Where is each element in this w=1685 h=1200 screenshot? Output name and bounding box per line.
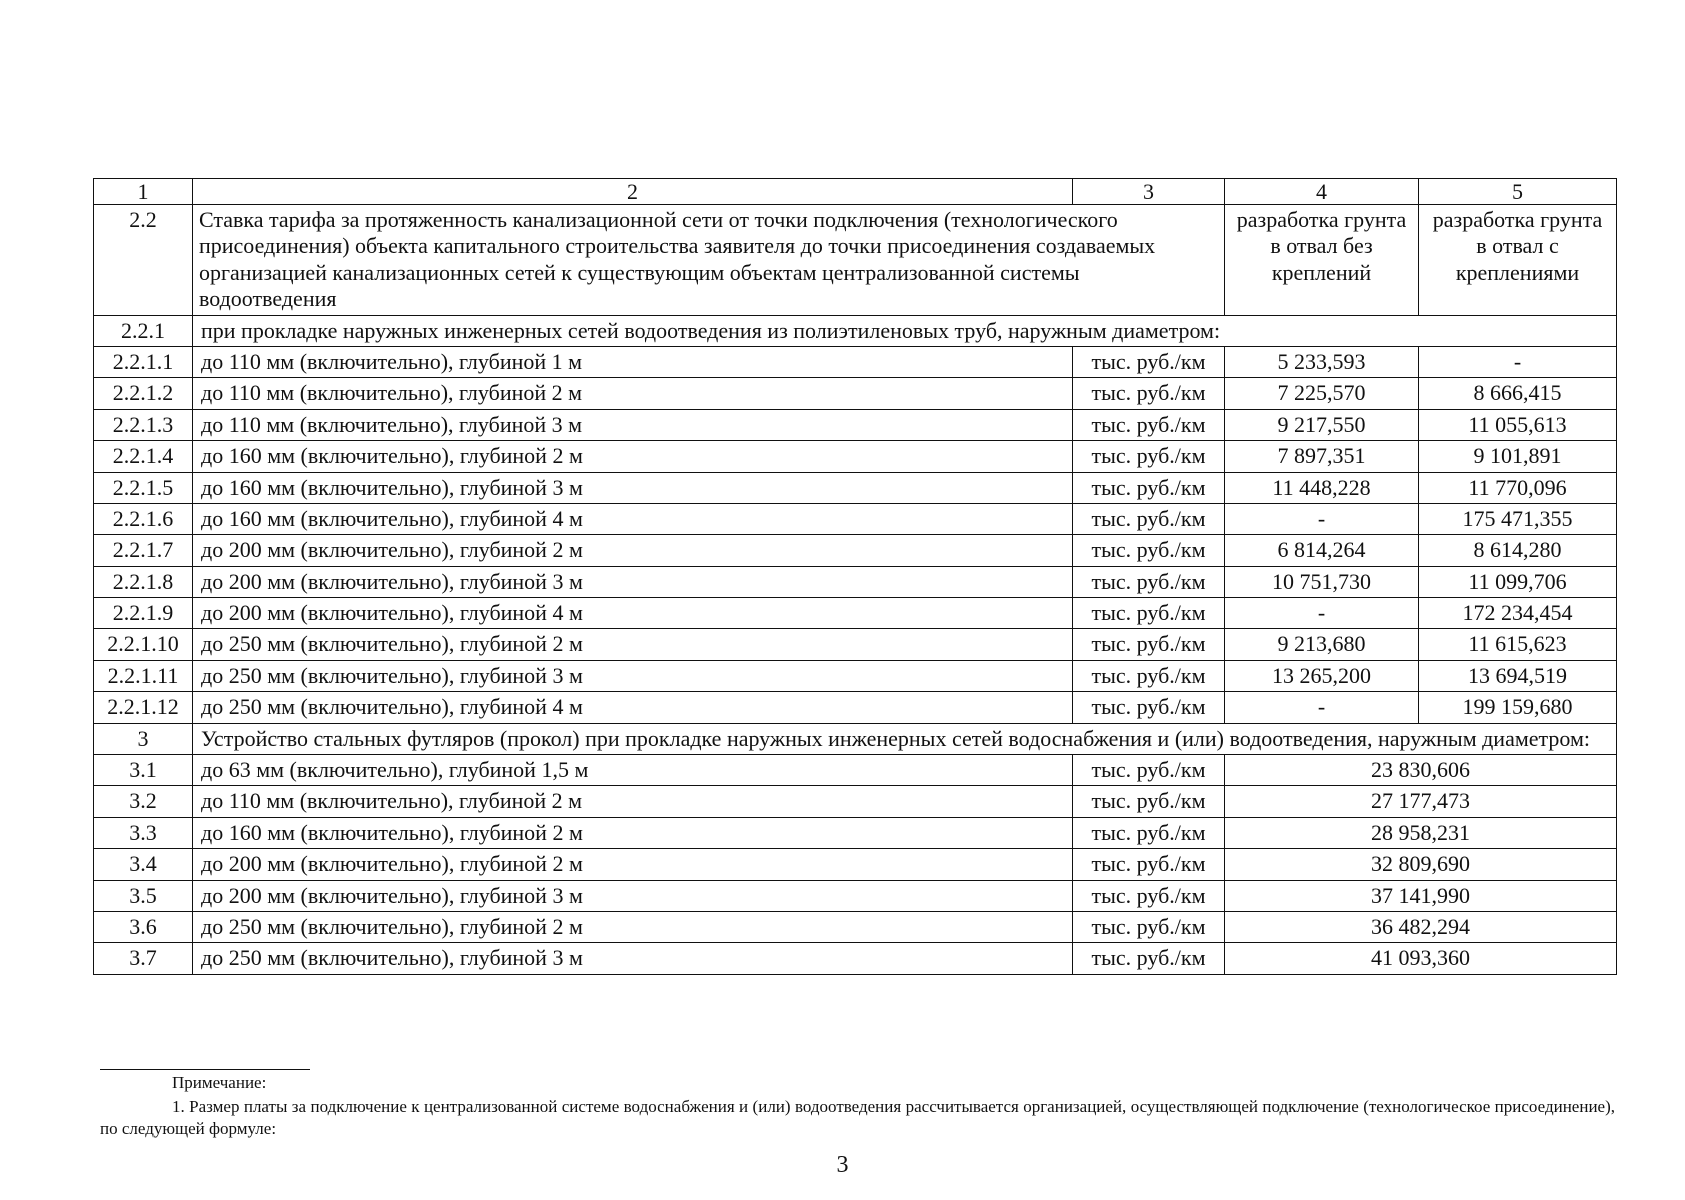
row-unit: тыс. руб./км	[1073, 598, 1225, 629]
row-unit: тыс. руб./км	[1073, 535, 1225, 566]
subsection-title: при прокладке наружных инженерных сетей водоотведения из полиэтиленовых труб, наружным диаметром:	[193, 315, 1617, 346]
row-name: до 200 мм (включительно), глубиной 2 м	[193, 849, 1073, 880]
table-row	[94, 598, 1617, 629]
row-name: до 110 мм (включительно), глубиной 2 м	[193, 786, 1073, 817]
column-number-3: 3	[1073, 179, 1225, 205]
row-name: до 110 мм (включительно), глубиной 2 м	[193, 378, 1073, 409]
row-number: 2.2.1.7	[94, 535, 193, 566]
note-title: Примечание:	[172, 1073, 267, 1092]
table-row	[94, 817, 1617, 848]
section-title: Устройство стальных футляров (прокол) при прокладке наружных инженерных сетей водоснабжения и (или) водоотведения, наружным диаметром:	[193, 723, 1617, 754]
row-unit: тыс. руб./км	[1073, 849, 1225, 880]
table-row	[94, 880, 1617, 911]
row-number: 2.2.1.12	[94, 692, 193, 723]
row-name: до 160 мм (включительно), глубиной 2 м	[193, 817, 1073, 848]
row-unit: тыс. руб./км	[1073, 692, 1225, 723]
row-name: до 250 мм (включительно), глубиной 3 м	[193, 943, 1073, 974]
row-number: 2.2.1.4	[94, 441, 193, 472]
table-row	[94, 692, 1617, 723]
value-without-supports: 10 751,730	[1225, 566, 1419, 597]
value-with-supports: 11 055,613	[1419, 409, 1617, 440]
section-number: 3	[94, 723, 193, 754]
value-without-supports: -	[1225, 503, 1419, 534]
section-title: Ставка тарифа за протяженность канализационной сети от точки подключения (технологического присоединения) объекта капитального строительства заявителя до точки присоединения создаваемых организацией канализационных сетей к существующим объектам централизованной системы водоотведения	[193, 205, 1225, 316]
table-row	[94, 472, 1617, 503]
rows-3	[94, 755, 1617, 975]
row-name: до 200 мм (включительно), глубиной 3 м	[193, 566, 1073, 597]
value-with-supports: 175 471,355	[1419, 503, 1617, 534]
row-value: 36 482,294	[1225, 911, 1617, 942]
value-with-supports: 11 770,096	[1419, 472, 1617, 503]
tariff-table	[93, 178, 1617, 975]
row-name: до 160 мм (включительно), глубиной 4 м	[193, 503, 1073, 534]
value-with-supports: 8 614,280	[1419, 535, 1617, 566]
footnote-divider	[100, 1069, 310, 1070]
table-row	[94, 849, 1617, 880]
row-number: 2.2.1.5	[94, 472, 193, 503]
row-name: до 250 мм (включительно), глубиной 2 м	[193, 629, 1073, 660]
value-without-supports: -	[1225, 692, 1419, 723]
row-number: 2.2.1.11	[94, 660, 193, 691]
value-with-supports: 9 101,891	[1419, 441, 1617, 472]
note-text: 1. Размер платы за подключение к централизованной системе водоснабжения и (или) водоотведения рассчитывается организацией, осуществляющей подключение (технологическое присоединение), по следующей формуле:	[100, 1097, 1615, 1139]
table-row	[94, 441, 1617, 472]
row-unit: тыс. руб./км	[1073, 566, 1225, 597]
row-unit: тыс. руб./км	[1073, 346, 1225, 377]
row-name: до 110 мм (включительно), глубиной 3 м	[193, 409, 1073, 440]
column-number-2: 2	[193, 179, 1073, 205]
row-number: 2.2.1.10	[94, 629, 193, 660]
section-number: 2.2	[94, 205, 193, 316]
value-without-supports: 7 225,570	[1225, 378, 1419, 409]
table-row	[94, 629, 1617, 660]
row-unit: тыс. руб./км	[1073, 629, 1225, 660]
row-value: 41 093,360	[1225, 943, 1617, 974]
row-unit: тыс. руб./км	[1073, 441, 1225, 472]
row-name: до 250 мм (включительно), глубиной 2 м	[193, 911, 1073, 942]
column-5-caption: разработка грунта в отвал с креплениями	[1419, 205, 1617, 316]
row-name: до 200 мм (включительно), глубиной 2 м	[193, 535, 1073, 566]
row-value: 23 830,606	[1225, 755, 1617, 786]
row-number: 2.2.1.1	[94, 346, 193, 377]
row-number: 3.6	[94, 911, 193, 942]
row-value: 28 958,231	[1225, 817, 1617, 848]
row-name: до 63 мм (включительно), глубиной 1,5 м	[193, 755, 1073, 786]
row-name: до 200 мм (включительно), глубиной 4 м	[193, 598, 1073, 629]
value-without-supports: 9 217,550	[1225, 409, 1419, 440]
table-row	[94, 409, 1617, 440]
value-with-supports: 13 694,519	[1419, 660, 1617, 691]
column-number-5: 5	[1419, 179, 1617, 205]
table-row	[94, 755, 1617, 786]
row-unit: тыс. руб./км	[1073, 503, 1225, 534]
subsection-number: 2.2.1	[94, 315, 193, 346]
table-row	[94, 566, 1617, 597]
row-unit: тыс. руб./км	[1073, 660, 1225, 691]
row-name: до 250 мм (включительно), глубиной 4 м	[193, 692, 1073, 723]
section-2-2-row	[94, 205, 1617, 316]
value-without-supports: 7 897,351	[1225, 441, 1419, 472]
row-number: 2.2.1.3	[94, 409, 193, 440]
value-with-supports: -	[1419, 346, 1617, 377]
table-row	[94, 535, 1617, 566]
row-name: до 200 мм (включительно), глубиной 3 м	[193, 880, 1073, 911]
value-with-supports: 11 615,623	[1419, 629, 1617, 660]
column-4-caption: разработка грунта в отвал без креплений	[1225, 205, 1419, 316]
row-unit: тыс. руб./км	[1073, 409, 1225, 440]
value-with-supports: 8 666,415	[1419, 378, 1617, 409]
subsection-2-2-1-row	[94, 315, 1617, 346]
table-row	[94, 660, 1617, 691]
row-unit: тыс. руб./км	[1073, 943, 1225, 974]
table-row	[94, 786, 1617, 817]
row-unit: тыс. руб./км	[1073, 472, 1225, 503]
table-row	[94, 378, 1617, 409]
row-unit: тыс. руб./км	[1073, 755, 1225, 786]
row-number: 3.4	[94, 849, 193, 880]
table-row	[94, 943, 1617, 974]
row-number: 2.2.1.8	[94, 566, 193, 597]
row-unit: тыс. руб./км	[1073, 911, 1225, 942]
column-number-row	[94, 179, 1617, 205]
row-unit: тыс. руб./км	[1073, 880, 1225, 911]
row-number: 3.5	[94, 880, 193, 911]
value-without-supports: -	[1225, 598, 1419, 629]
value-without-supports: 9 213,680	[1225, 629, 1419, 660]
row-unit: тыс. руб./км	[1073, 378, 1225, 409]
row-name: до 160 мм (включительно), глубиной 3 м	[193, 472, 1073, 503]
column-number-1: 1	[94, 179, 193, 205]
value-without-supports: 11 448,228	[1225, 472, 1419, 503]
row-unit: тыс. руб./км	[1073, 786, 1225, 817]
section-3-row	[94, 723, 1617, 754]
value-without-supports: 6 814,264	[1225, 535, 1419, 566]
row-number: 3.1	[94, 755, 193, 786]
row-name: до 110 мм (включительно), глубиной 1 м	[193, 346, 1073, 377]
row-number: 3.7	[94, 943, 193, 974]
table-row	[94, 911, 1617, 942]
table-row	[94, 503, 1617, 534]
value-without-supports: 13 265,200	[1225, 660, 1419, 691]
page-number: 3	[836, 1152, 849, 1178]
value-with-supports: 199 159,680	[1419, 692, 1617, 723]
row-number: 3.3	[94, 817, 193, 848]
value-with-supports: 172 234,454	[1419, 598, 1617, 629]
column-number-4: 4	[1225, 179, 1419, 205]
row-value: 37 141,990	[1225, 880, 1617, 911]
row-name: до 160 мм (включительно), глубиной 2 м	[193, 441, 1073, 472]
row-number: 2.2.1.6	[94, 503, 193, 534]
row-number: 2.2.1.9	[94, 598, 193, 629]
row-number: 3.2	[94, 786, 193, 817]
row-unit: тыс. руб./км	[1073, 817, 1225, 848]
value-without-supports: 5 233,593	[1225, 346, 1419, 377]
row-number: 2.2.1.2	[94, 378, 193, 409]
row-value: 32 809,690	[1225, 849, 1617, 880]
row-value: 27 177,473	[1225, 786, 1617, 817]
rows-2-2-1	[94, 346, 1617, 723]
value-with-supports: 11 099,706	[1419, 566, 1617, 597]
table-row	[94, 346, 1617, 377]
row-name: до 250 мм (включительно), глубиной 3 м	[193, 660, 1073, 691]
